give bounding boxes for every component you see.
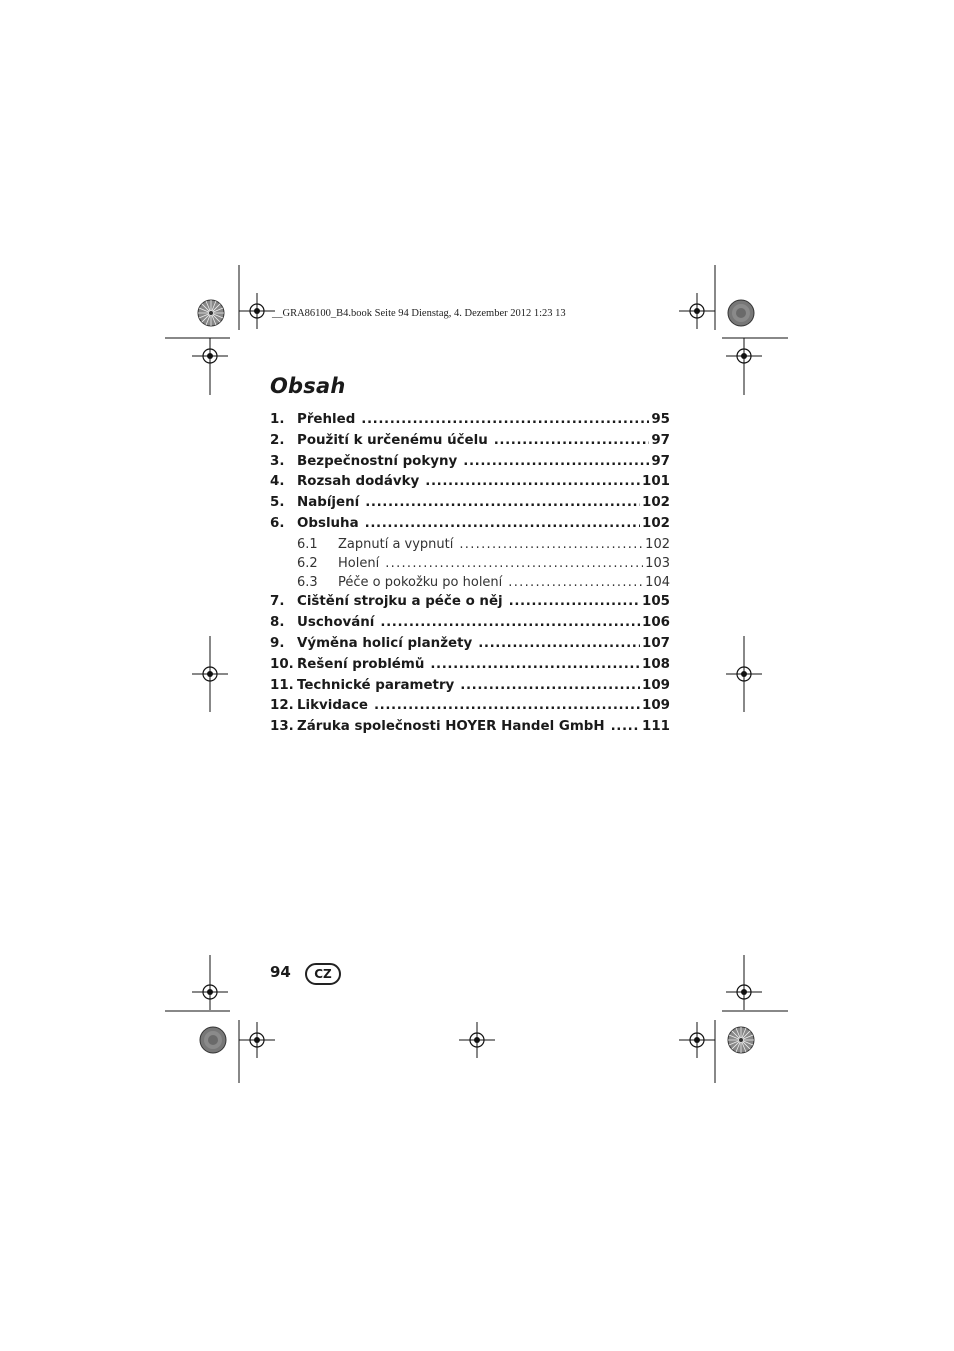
- toc-entry-page: 109: [642, 698, 670, 714]
- toc-entry-label: Záruka společnosti HOYER Handel GmbH: [297, 719, 605, 735]
- toc-leader-dots: [508, 575, 643, 590]
- toc-entry-label: Technické parametry: [297, 677, 455, 693]
- toc-entry-page: 103: [645, 555, 670, 571]
- toc-entry-number: 4.: [270, 474, 285, 490]
- toc-entry-label: Čištění strojku a péče o něj: [297, 594, 503, 610]
- toc-entry-page: 102: [642, 495, 670, 511]
- toc-entry-label: Zapnutí a vypnutí: [338, 536, 454, 552]
- toc-leader-dots: [365, 516, 640, 531]
- toc-entry-number: 7.: [270, 594, 285, 610]
- toc-leader-dots: [385, 556, 643, 571]
- toc-entry-page: 105: [642, 594, 670, 610]
- country-badge: CZ: [305, 963, 341, 985]
- toc-entry-number: 13.: [270, 719, 294, 735]
- toc-entry-label: Výměna holicí planžety: [297, 635, 473, 651]
- toc-leader-dots: [478, 636, 640, 651]
- toc-entry-label: Likvidace: [297, 698, 368, 714]
- toc-leader-dots: [430, 657, 640, 672]
- toc-entry[interactable]: [270, 433, 670, 454]
- toc-entry[interactable]: [270, 516, 670, 537]
- toc-entry-label: Nabíjení: [297, 495, 360, 511]
- toc-leader-dots: [380, 615, 640, 630]
- page-number: 94: [270, 963, 291, 981]
- page-title: Obsah: [270, 374, 346, 398]
- toc-leader-dots: [460, 678, 640, 693]
- toc-entry[interactable]: [270, 454, 670, 475]
- toc-entry[interactable]: [270, 495, 670, 516]
- toc-entry[interactable]: [270, 678, 670, 699]
- toc-entry[interactable]: [270, 698, 670, 719]
- toc-leader-dots: [425, 474, 640, 489]
- toc-leader-dots: [611, 719, 640, 734]
- toc-entry-label: Bezpečnostní pokyny: [297, 453, 458, 469]
- toc-entry-label: Péče o pokožku po holení: [338, 575, 503, 591]
- toc-entry-page: 104: [645, 575, 670, 591]
- toc-leader-dots: [494, 433, 650, 448]
- toc-entry-page: 95: [651, 412, 670, 427]
- toc-entry-page: 109: [642, 677, 670, 693]
- toc-entry-number: 10.: [270, 656, 294, 672]
- toc-entry-label: Obsluha: [297, 515, 359, 531]
- toc-entry-number: 1.: [270, 412, 285, 427]
- toc-entry-number: 2.: [270, 432, 285, 448]
- toc-entry-page: 97: [651, 453, 670, 469]
- toc-entry-number: 9.: [270, 635, 285, 651]
- toc-entry[interactable]: [270, 575, 670, 594]
- toc-entry-label: Rozsah dodávky: [297, 474, 420, 490]
- toc-leader-dots: [374, 698, 640, 713]
- table-of-contents: [270, 412, 670, 740]
- toc-leader-dots: [459, 537, 643, 552]
- book-header-line: __GRA86100_B4.book Seite 94 Dienstag, 4. Dezember 2012 1:23 13: [272, 308, 566, 319]
- toc-entry-label: Řešení problémů: [297, 656, 425, 672]
- toc-entry[interactable]: [270, 615, 670, 636]
- toc-entry[interactable]: [270, 556, 670, 575]
- toc-entry-page: 102: [645, 536, 670, 552]
- toc-entry-number: 6.3: [297, 575, 318, 591]
- toc-entry-number: 6.1: [297, 536, 318, 552]
- toc-entry[interactable]: [270, 594, 670, 615]
- toc-entry-label: Holení: [338, 555, 380, 571]
- toc-entry-number: 8.: [270, 615, 285, 631]
- toc-leader-dots: [365, 495, 640, 510]
- toc-entry[interactable]: [270, 719, 670, 740]
- toc-entry-number: 11.: [270, 677, 294, 693]
- toc-entry[interactable]: [270, 412, 670, 433]
- toc-entry-page: 108: [642, 656, 670, 672]
- toc-entry[interactable]: [270, 636, 670, 657]
- toc-leader-dots: [509, 594, 640, 609]
- toc-entry-label: Přehled: [297, 412, 356, 427]
- toc-entry-page: 97: [651, 432, 670, 448]
- toc-entry-number: 3.: [270, 453, 285, 469]
- toc-entry-page: 111: [642, 719, 670, 735]
- toc-entry-number: 6.2: [297, 555, 318, 571]
- toc-leader-dots: [463, 454, 649, 469]
- toc-entry-page: 102: [642, 515, 670, 531]
- toc-entry[interactable]: [270, 537, 670, 556]
- toc-entry-number: 12.: [270, 698, 294, 714]
- toc-entry-number: 5.: [270, 495, 285, 511]
- toc-entry-number: 6.: [270, 515, 285, 531]
- toc-entry-label: Použití k určenému účelu: [297, 432, 488, 448]
- toc-entry-page: 101: [642, 474, 670, 490]
- toc-leader-dots: [361, 412, 649, 427]
- toc-entry[interactable]: [270, 657, 670, 678]
- toc-entry-page: 107: [642, 635, 670, 651]
- toc-entry-page: 106: [642, 615, 670, 631]
- toc-entry[interactable]: [270, 474, 670, 495]
- toc-entry-label: Uschování: [297, 615, 375, 631]
